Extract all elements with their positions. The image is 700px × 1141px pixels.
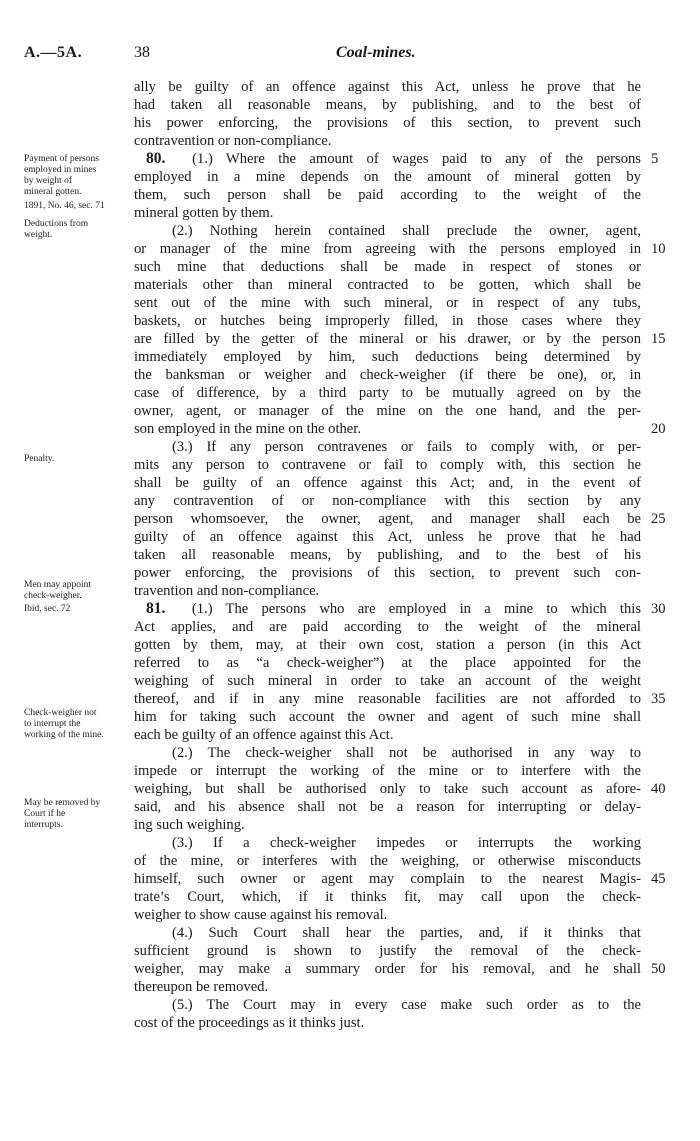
body-line: mineral gotten by them. xyxy=(134,205,274,221)
line-number: 45 xyxy=(651,871,666,887)
note-line: working of the mine. xyxy=(24,730,104,740)
note-line: to interrupt the xyxy=(24,719,81,729)
body-line: mits any person to contravene or fail to comply with, this section he xyxy=(134,457,641,473)
body-line: each be guilty of an offence against this Act. xyxy=(134,727,394,743)
note-line: Court if he xyxy=(24,809,66,819)
page-title: Coal-mines. xyxy=(336,44,416,61)
note-line: Penalty. xyxy=(24,454,55,464)
body-line: are filled by the getter of the mineral or his drawer, or by the person xyxy=(134,331,641,347)
body-line: travention and non-compliance. xyxy=(134,583,320,599)
body-line: (2.) The check-weigher shall not be authorised in any way to xyxy=(172,745,641,761)
body-line: thereupon be removed. xyxy=(134,979,269,995)
line-number: 10 xyxy=(651,241,666,257)
margin-note-not-interrupt xyxy=(24,708,130,741)
note-line: Check-weigher not xyxy=(24,708,97,718)
body-line: his power enforcing, the provisions of this section, to prevent such xyxy=(134,115,641,131)
body-line: guilty of an offence against this Act, unless he prove that he had xyxy=(134,529,641,545)
line-number: 15 xyxy=(651,331,666,347)
body-line: owner, agent, or manager of the mine on the one hand, and the per- xyxy=(134,403,641,419)
body-line: (3.) If any person contravenes or fails to comply with, or per- xyxy=(172,439,641,455)
body-line: weighing of such mineral in order to take an account of the weight xyxy=(134,673,641,689)
margin-note-citation-1891 xyxy=(24,201,130,212)
page-number: 38 xyxy=(134,44,150,61)
body-line: had taken all reasonable means, by publishing, and to the best of xyxy=(134,97,641,113)
body-line: baskets, or hutches being improperly filled, in those cases where they xyxy=(134,313,641,329)
body-line: him for taking such account the owner and agent of such mine shall xyxy=(134,709,641,725)
note-line: 1891, No. 46, sec. 71 xyxy=(24,201,105,211)
section-80-first-line xyxy=(146,150,641,168)
note-line: May be removed by xyxy=(24,798,101,808)
body-line: (5.) The Court may in every case make such order as to the xyxy=(172,997,641,1013)
note-line: Ibid, sec. 72 xyxy=(24,604,71,614)
line-number: 30 xyxy=(651,601,666,617)
margin-note-deductions xyxy=(24,219,130,241)
body-line: sufficient ground is shown to justify the removal of the check- xyxy=(134,943,641,959)
line-number: 20 xyxy=(651,421,666,437)
body-line: taken all reasonable means, by publishing, and to the best of his xyxy=(134,547,641,563)
body-line: (3.) If a check-weigher impedes or interrupts the working xyxy=(172,835,641,851)
margin-note-ibid xyxy=(24,604,130,615)
note-line: interrupts. xyxy=(24,820,63,830)
document-reference: A.—5A. xyxy=(24,44,83,61)
body-line: gotten by them, may, at their own cost, station a person (in this Act xyxy=(134,637,641,653)
body-line: cost of the proceedings as it thinks just. xyxy=(134,1015,365,1031)
body-line: said, and his absence shall not be a reason for interrupting or delay- xyxy=(134,799,641,815)
body-line: sent out of the mine with such mineral, or in respect of any tubs, xyxy=(134,295,641,311)
body-line: immediately employed by him, such deductions being determined by xyxy=(134,349,641,365)
body-line: employed in a mine depends on the amount of mineral gotten by xyxy=(134,169,641,185)
margin-note-penalty xyxy=(24,454,130,465)
body-line: shall be guilty of an offence against this Act; and, in the event of xyxy=(134,475,641,491)
body-line: referred to as “a check-weigher”) at the place appointed for the xyxy=(134,655,641,671)
line-number: 50 xyxy=(651,961,666,977)
section-number-80: 80. xyxy=(146,150,166,167)
body-line: ing such weighing. xyxy=(134,817,245,833)
body-line: (4.) Such Court shall hear the parties, and, if it thinks that xyxy=(172,925,641,941)
margin-note-check-weigher xyxy=(24,580,130,602)
body-line: any contravention of or non-compliance with this section by any xyxy=(134,493,641,509)
note-line: employed in mines xyxy=(24,165,97,175)
body-line: impede or interrupt the working of the mine or to interfere with the xyxy=(134,763,641,779)
body-line: such mine that deductions shall be made in respect of stones or xyxy=(134,259,641,275)
body-line: son employed in the mine on the other. xyxy=(134,421,361,437)
body-line: them, such person shall be paid according to the weight of the xyxy=(134,187,641,203)
body-line: or manager of the mine from agreeing with the persons employed in xyxy=(134,241,641,257)
section-81-first-line xyxy=(146,600,641,618)
body-line: person whomsoever, the owner, agent, and manager shall each be xyxy=(134,511,641,527)
note-line: weight. xyxy=(24,230,53,240)
body-line: trate’s Court, which, if it thinks fit, may call upon the check- xyxy=(134,889,641,905)
body-line-text: (1.) Where the amount of wages paid to any of the persons xyxy=(192,151,641,167)
line-number: 40 xyxy=(651,781,666,797)
line-number: 5 xyxy=(651,151,659,167)
body-line: Act applies, and are paid according to the weight of the mineral xyxy=(134,619,641,635)
body-line-text: (1.) The persons who are employed in a mine to which this xyxy=(191,601,641,617)
margin-note-payment xyxy=(24,154,130,198)
note-line: Men may appoint xyxy=(24,580,92,590)
body-line: case of difference, by a third party to be mutually agreed on by the xyxy=(134,385,641,401)
section-number-81: 81. xyxy=(146,600,166,617)
line-number: 35 xyxy=(651,691,666,707)
body-line: power enforcing, the provisions of this section, to prevent such con- xyxy=(134,565,641,581)
body-line: himself, such owner or agent may complain to the nearest Magis- xyxy=(134,871,641,887)
body-line: thereof, and if in any mine reasonable facilities are not afforded to xyxy=(134,691,641,707)
body-line: (2.) Nothing herein contained shall preclude the owner, agent, xyxy=(172,223,641,239)
body-line: weigher to show cause against his removal. xyxy=(134,907,388,923)
body-line: weigher, may make a summary order for his removal, and he shall xyxy=(134,961,641,977)
note-line: Payment of persons xyxy=(24,154,99,164)
line-number: 25 xyxy=(651,511,666,527)
body-line: the banksman or weigher and check-weigher (if there be one), or, in xyxy=(134,367,641,383)
note-line: Deductions from xyxy=(24,219,89,229)
body-line: ally be guilty of an offence against this Act, unless he prove that he xyxy=(134,79,641,95)
note-line: check-weigher. xyxy=(24,591,82,601)
body-line: contravention or non-compliance. xyxy=(134,133,332,149)
note-line: mineral gotten. xyxy=(24,187,82,197)
body-line: weighing, but shall be authorised only to take such account as afore- xyxy=(134,781,641,797)
body-line: materials other than mineral contracted to be gotten, which shall be xyxy=(134,277,641,293)
note-line: by weight of xyxy=(24,176,73,186)
margin-note-removal xyxy=(24,798,130,831)
body-line: of the mine, or interferes with the weighing, or otherwise misconducts xyxy=(134,853,641,869)
